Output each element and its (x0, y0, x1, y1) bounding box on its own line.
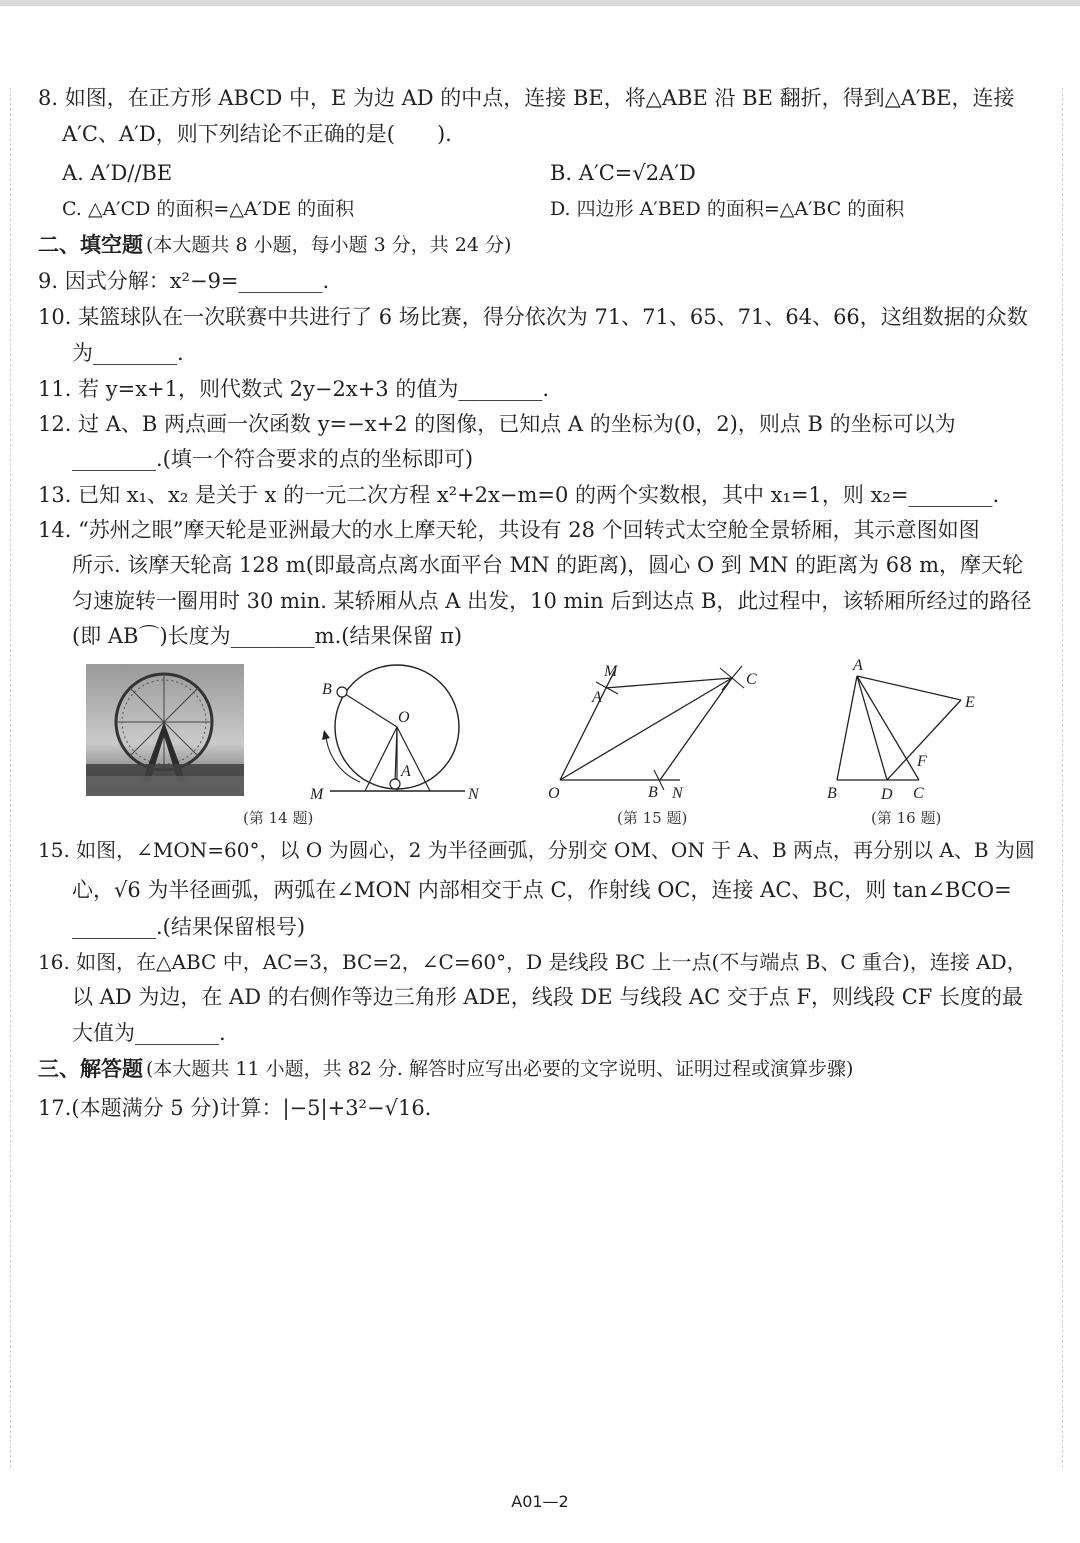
question-14-cont2 (0, 583, 1080, 619)
f16-label-e: E (965, 694, 975, 711)
page-footer: A01—2 (511, 1492, 569, 1511)
section-2-title: 二、填空题 (38, 233, 143, 257)
section-3-heading (0, 1051, 1080, 1087)
question-16-cont1 (0, 979, 1080, 1015)
q9-text: 9. 因式分解：x²−9=________. (38, 269, 330, 293)
q15-line3: ________.(结果保留根号) (72, 915, 306, 939)
caption-15: (第 15 题) (617, 809, 688, 827)
q8-option-d: D. 四边形 A′BED 的面积=△A′BC 的面积 (550, 198, 905, 220)
question-8 (0, 80, 1080, 116)
q8-option-b: B. A′C=√2A′D (550, 161, 696, 185)
f15-label-c: C (746, 671, 757, 688)
q8-options-row2 (0, 191, 1080, 227)
q14-line3: 匀速旋转一圈用时 30 min. 某轿厢从点 A 出发，10 min 后到达点 B，此过程中，该轿厢所经过的路径 (72, 589, 1032, 613)
scan-top-band (0, 0, 1080, 6)
q15-line1: 15. 如图，∠MON=60°，以 O 为圆心，2 为半径画弧，分别交 OM、ON 于 A、B 两点，再分别以 A、B 为圆 (38, 838, 1035, 862)
q12-line1: 12. 过 A、B 两点画一次函数 y=−x+2 的图像，已知点 A 的坐标为(0，2)，则点 B 的坐标可以为 (38, 412, 956, 436)
q13-text: 13. 已知 x₁、x₂ 是关于 x 的一元二次方程 x²+2x−m=0 的两个实数根，其中 x₁=1，则 x₂=________. (38, 483, 1000, 507)
figure-14-diagram (300, 664, 490, 806)
question-12 (0, 406, 1080, 442)
f14-label-n: N (468, 786, 479, 803)
f16-label-a: A (853, 657, 863, 674)
q10-line1: 10. 某篮球队在一次联赛中共进行了 6 场比赛，得分依次为 71、71、65、71、64、66，这组数据的众数 (38, 305, 1028, 329)
question-8-cont (0, 116, 1080, 152)
f15-label-n: N (672, 785, 683, 802)
question-16-cont2 (0, 1015, 1080, 1051)
q10-line2: 为________. (72, 341, 184, 365)
caption-16: (第 16 题) (871, 809, 942, 827)
q14-line4: (即 AB⌒)长度为________m.(结果保留 π) (72, 624, 463, 648)
f16-label-d: D (881, 786, 893, 803)
question-10-cont (0, 335, 1080, 371)
question-14-cont3 (0, 618, 1080, 654)
question-13 (0, 477, 1080, 513)
q12-line2: ________.(填一个符合要求的点的坐标即可) (72, 447, 474, 471)
f16-label-c: C (913, 785, 924, 802)
section-2-note: (本大题共 8 小题，每小题 3 分，共 24 分) (146, 234, 512, 256)
q8-line1: 8. 如图，在正方形 ABCD 中，E 为边 AD 的中点，连接 BE，将△ABE 沿 BE 翻折，得到△A′BE，连接 (38, 86, 1015, 110)
section-3-title: 三、解答题 (38, 1057, 143, 1081)
question-12-cont (0, 441, 1080, 477)
question-14 (0, 512, 1080, 548)
question-14-cont1 (0, 547, 1080, 583)
f16-label-b: B (827, 785, 837, 802)
question-11 (0, 371, 1080, 407)
f15-label-m: M (604, 663, 618, 680)
figure-15-diagram (540, 660, 770, 806)
section-2-heading (0, 227, 1080, 263)
question-16 (0, 944, 1080, 980)
q14-line2: 所示. 该摩天轮高 128 m(即最高点离水面平台 MN 的距离)，圆心 O 到 MN 的距离为 68 m，摩天轮 (72, 553, 1024, 577)
q11-text: 11. 若 y=x+1，则代数式 2y−2x+3 的值为________. (38, 377, 550, 401)
f15-label-a: A (592, 689, 602, 706)
question-10 (0, 299, 1080, 335)
q8-options-row1 (0, 155, 1080, 191)
question-9 (0, 263, 1080, 299)
section-3-note: (本大题共 11 小题，共 82 分. 解答时应写出必要的文字说明、证明过程或演算步骤) (146, 1058, 854, 1080)
q8-line2: A′C、A′D，则下列结论不正确的是( ). (62, 122, 452, 146)
f14-label-m: M (310, 786, 324, 803)
question-15 (0, 832, 1080, 868)
q16-line3: 大值为________. (72, 1021, 226, 1045)
q14-line1: 14. “苏州之眼”摩天轮是亚洲最大的水上摩天轮，共设有 28 个回转式太空舱全景轿厢，其示意图如图 (38, 518, 980, 542)
f15-label-o: O (548, 785, 560, 802)
f14-label-a: A (401, 763, 411, 780)
q8-option-c: C. △A′CD 的面积=△A′DE 的面积 (62, 198, 355, 220)
f16-label-f: F (917, 753, 927, 770)
f15-label-b: B (648, 784, 658, 801)
q15-line2: 心，√6 为半径画弧，两弧在∠MON 内部相交于点 C，作射线 OC，连接 AC、BC，则 tan∠BCO= (72, 878, 1012, 902)
question-15-cont1 (0, 872, 1080, 908)
f14-label-o: O (398, 709, 410, 726)
q16-line2: 以 AD 为边，在 AD 的右侧作等边三角形 ADE，线段 DE 与线段 AC 交于点 F，则线段 CF 长度的最 (72, 985, 1024, 1009)
q16-line1: 16. 如图，在△ABC 中，AC=3，BC=2，∠C=60°，D 是线段 BC 上一点(不与端点 B、C 重合)，连接 AD， (38, 950, 1027, 974)
caption-14: (第 14 题) (243, 809, 314, 827)
ferris-wheel-photo (86, 664, 244, 796)
q17-text: 17.(本题满分 5 分)计算：|−5|+3²−√16. (38, 1096, 432, 1120)
question-15-cont2 (0, 909, 1080, 945)
figure-16-diagram (815, 656, 995, 806)
q8-option-a: A. A′D//BE (62, 161, 173, 185)
f14-label-b: B (322, 681, 332, 698)
question-17 (0, 1090, 1080, 1126)
